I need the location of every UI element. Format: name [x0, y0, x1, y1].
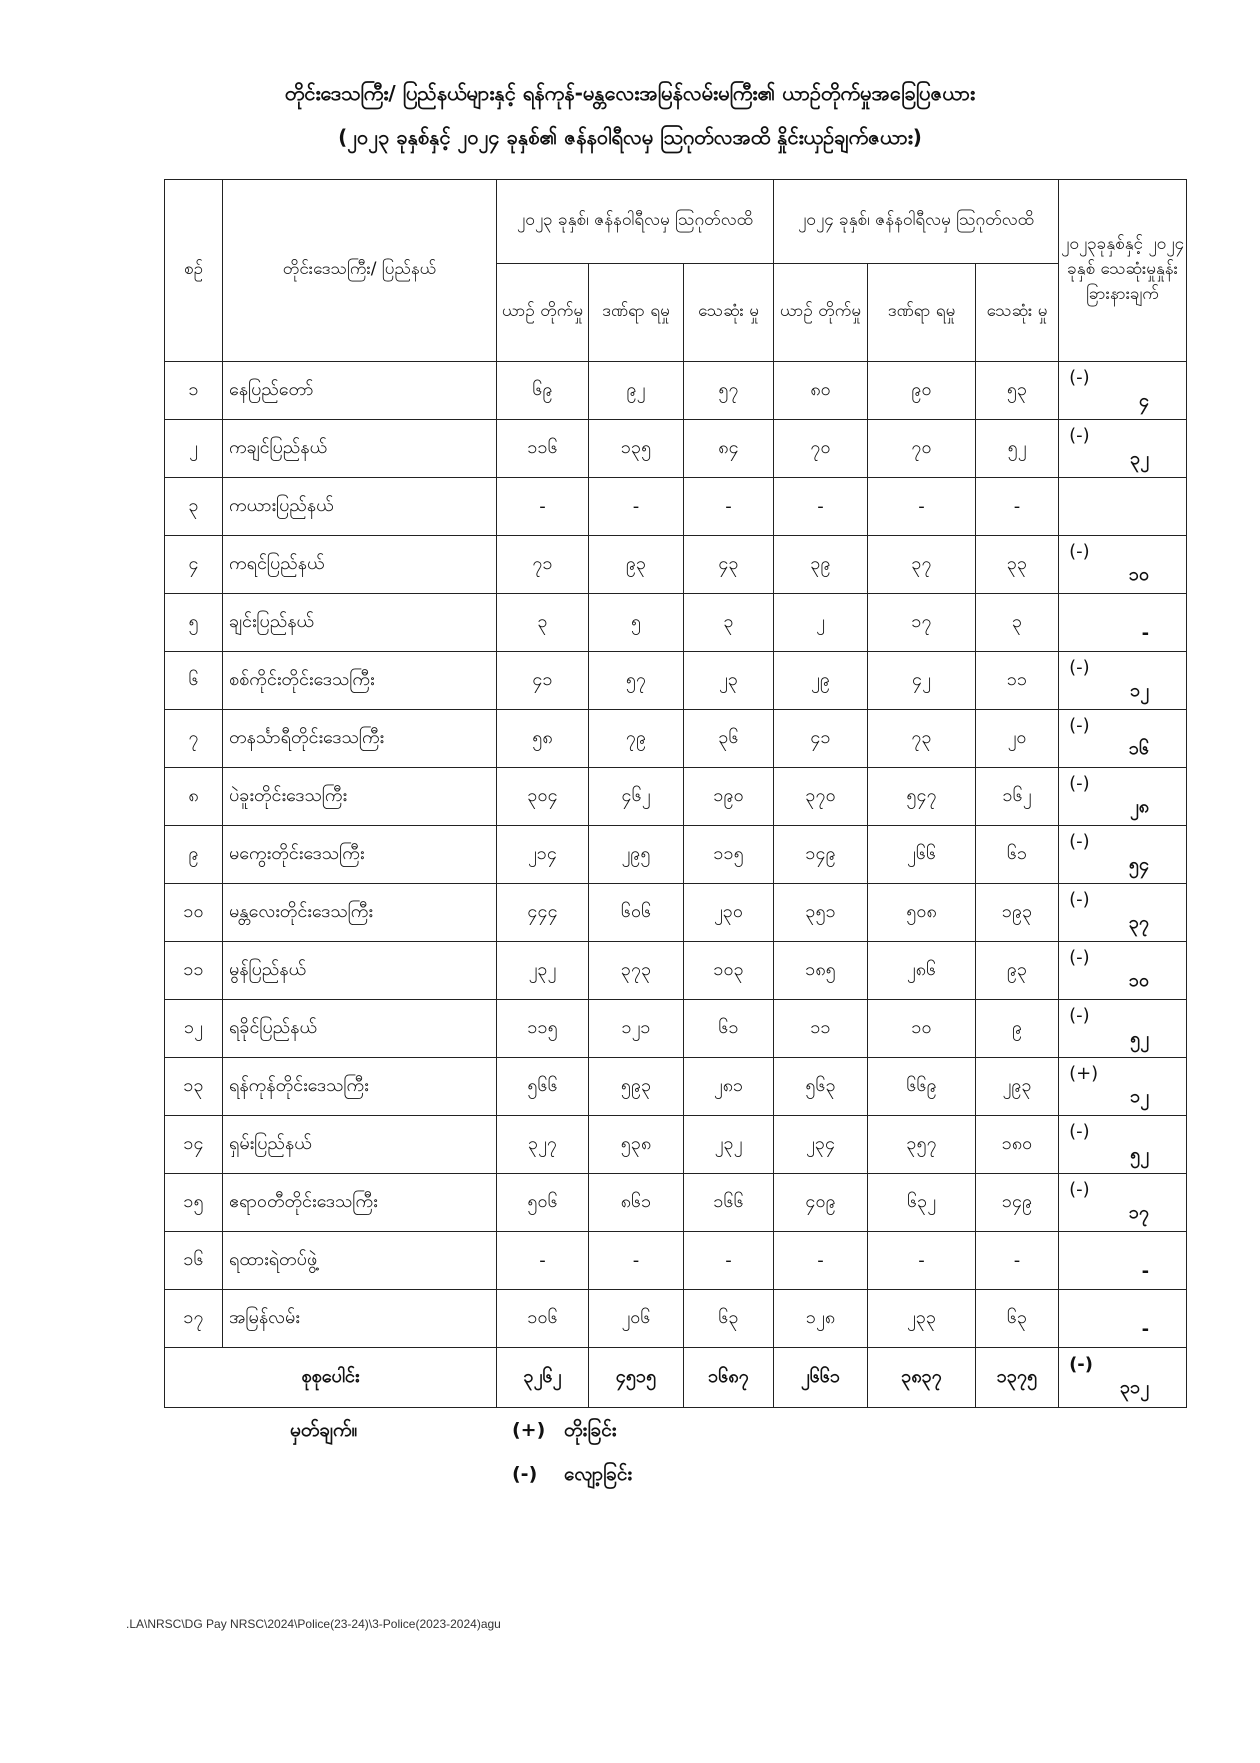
accidents-2023: ၆၉ — [497, 362, 589, 420]
table-row — [165, 826, 1187, 884]
injured-2023: ၃၇၃ — [589, 942, 684, 1000]
total-accidents-2024: ၂၆၆၁ — [774, 1348, 868, 1408]
note-plus-text: တိုးခြင်း — [564, 1419, 617, 1441]
table-row — [165, 652, 1187, 710]
difference-value: - — [1141, 1318, 1150, 1340]
serial-cell: ၆ — [165, 652, 223, 710]
header-deaths-2023: သေဆုံး မှု — [684, 264, 774, 362]
accidents-2024: ၈၀ — [774, 362, 868, 420]
deaths-2024: ၅၂ — [976, 420, 1059, 478]
death-rate-difference — [1059, 478, 1187, 536]
injured-2024: ၇၀ — [868, 420, 976, 478]
total-injured-2023: ၄၅၁၅ — [589, 1348, 684, 1408]
total-accidents-2023: ၃၂၆၂ — [497, 1348, 589, 1408]
serial-cell: ၇ — [165, 710, 223, 768]
deaths-2024: ၁၉၃ — [976, 884, 1059, 942]
serial-cell: ၁ — [165, 362, 223, 420]
region-name: မန္တလေးတိုင်းဒေသကြီး — [223, 884, 497, 942]
deaths-2023: ၆၃ — [684, 1290, 774, 1348]
difference-value: - — [1141, 622, 1150, 644]
header-deaths-2024: သေဆုံး မှု — [976, 264, 1059, 362]
note-minus-text: လျော့ခြင်း — [564, 1463, 633, 1485]
difference-sign: (-) — [1069, 772, 1090, 794]
injured-2024: - — [868, 1232, 976, 1290]
injured-2023: ၁၂၁ — [589, 1000, 684, 1058]
death-rate-difference — [1059, 1058, 1187, 1116]
serial-cell: ၉ — [165, 826, 223, 884]
deaths-2024: ၁၁ — [976, 652, 1059, 710]
injured-2024: ၁၇ — [868, 594, 976, 652]
serial-cell: ၃ — [165, 478, 223, 536]
note-increase — [512, 1418, 617, 1446]
deaths-2024: ၆၃ — [976, 1290, 1059, 1348]
difference-value: ၁၆ — [1128, 737, 1150, 759]
difference-value: ၅၂ — [1130, 1027, 1150, 1049]
difference-value: ၁၂ — [1130, 1085, 1150, 1107]
region-name: မွန်ပြည်နယ် — [223, 942, 497, 1000]
accidents-2023: ၂၃၂ — [497, 942, 589, 1000]
deaths-2024: ၁၈၀ — [976, 1116, 1059, 1174]
table-row — [165, 536, 1187, 594]
table-row — [165, 420, 1187, 478]
difference-value: ၃၂ — [1130, 447, 1150, 469]
injured-2023: ၂၀၆ — [589, 1290, 684, 1348]
injured-2023: ၅၉၃ — [589, 1058, 684, 1116]
accidents-2024: ၁၈၅ — [774, 942, 868, 1000]
header-comparison: ၂၀၂၃ခုနှစ်နှင့် ၂၀၂၄ ခုနှစ် သေဆုံးမှုနှုန်း ခြားနားချက် — [1059, 180, 1187, 362]
difference-value: ၁၀ — [1128, 563, 1150, 585]
injured-2024: ၆၃၂ — [868, 1174, 976, 1232]
death-rate-difference — [1059, 652, 1187, 710]
note-decrease — [512, 1462, 632, 1490]
notes-label: မှတ်ချက်။ — [290, 1419, 358, 1441]
serial-cell: ၁၇ — [165, 1290, 223, 1348]
death-rate-difference — [1059, 594, 1187, 652]
accidents-2024: - — [774, 478, 868, 536]
region-name: ပဲခူးတိုင်းဒေသကြီး — [223, 768, 497, 826]
serial-cell: ၁၄ — [165, 1116, 223, 1174]
difference-sign: (-) — [1069, 366, 1090, 388]
death-rate-difference — [1059, 420, 1187, 478]
table-row — [165, 942, 1187, 1000]
serial-cell: ၁၁ — [165, 942, 223, 1000]
injured-2023: ၇၉ — [589, 710, 684, 768]
deaths-2024: ၉ — [976, 1000, 1059, 1058]
difference-sign: (-) — [1069, 1004, 1090, 1026]
injured-2024: ၃၇ — [868, 536, 976, 594]
difference-value: ၃၇ — [1128, 911, 1150, 933]
deaths-2024: ၅၃ — [976, 362, 1059, 420]
injured-2023: ၅၇ — [589, 652, 684, 710]
header-serial: စဉ် — [165, 180, 223, 362]
injured-2024: ၂၃၃ — [868, 1290, 976, 1348]
table-row — [165, 1174, 1187, 1232]
total-difference — [1059, 1348, 1187, 1408]
note-minus-symbol: (-) — [512, 1463, 538, 1485]
accidents-2023: ၄၁ — [497, 652, 589, 710]
deaths-2023: ၆၁ — [684, 1000, 774, 1058]
accidents-2023: ၄၄၄ — [497, 884, 589, 942]
serial-cell: ၁၆ — [165, 1232, 223, 1290]
accidents-2024: ၃၇၀ — [774, 768, 868, 826]
injured-2024: ၁၀ — [868, 1000, 976, 1058]
accidents-2023: ၁၁၅ — [497, 1000, 589, 1058]
injured-2024: - — [868, 478, 976, 536]
accidents-2024: ၅၆၃ — [774, 1058, 868, 1116]
death-rate-difference — [1059, 1000, 1187, 1058]
accidents-2023: ၅၀၆ — [497, 1174, 589, 1232]
death-rate-difference — [1059, 1232, 1187, 1290]
accidents-2023: ၃၀၄ — [497, 768, 589, 826]
injured-2023: ၉၃ — [589, 536, 684, 594]
serial-cell: ၄ — [165, 536, 223, 594]
accidents-2023: ၂၁၄ — [497, 826, 589, 884]
region-name: ကရင်ပြည်နယ် — [223, 536, 497, 594]
injured-2023: ၅ — [589, 594, 684, 652]
deaths-2023: ၈၄ — [684, 420, 774, 478]
injured-2023: ၆၀၆ — [589, 884, 684, 942]
injured-2023: ၁၃၅ — [589, 420, 684, 478]
serial-cell: ၈ — [165, 768, 223, 826]
deaths-2023: - — [684, 1232, 774, 1290]
deaths-2024: ၁၄၉ — [976, 1174, 1059, 1232]
death-rate-difference — [1059, 942, 1187, 1000]
file-path-footer: .LA\NRSC\DG Pay NRSC\2024\Police(23-24)\3-Police(2023-2024)agu — [126, 1617, 501, 1631]
table-row — [165, 710, 1187, 768]
difference-value: ၁၂ — [1130, 679, 1150, 701]
deaths-2023: ၄၃ — [684, 536, 774, 594]
difference-value: - — [1141, 1260, 1150, 1282]
deaths-2023: ၂၃၂ — [684, 1116, 774, 1174]
injured-2024: ၄၂ — [868, 652, 976, 710]
death-rate-difference — [1059, 884, 1187, 942]
accidents-2024: ၁၁ — [774, 1000, 868, 1058]
table-row — [165, 1116, 1187, 1174]
region-name: ရခိုင်ပြည်နယ် — [223, 1000, 497, 1058]
table-row — [165, 594, 1187, 652]
accidents-2023: ၃ — [497, 594, 589, 652]
difference-sign: (-) — [1069, 1120, 1090, 1142]
total-diff-sign: (-) — [1069, 1353, 1093, 1375]
total-label: စုစုပေါင်း — [165, 1348, 497, 1408]
deaths-2023: ၁၉၀ — [684, 768, 774, 826]
note-plus-symbol: (+) — [512, 1419, 546, 1441]
deaths-2024: ၁၆၂ — [976, 768, 1059, 826]
accidents-2024: ၃၉ — [774, 536, 868, 594]
accidents-2024: - — [774, 1232, 868, 1290]
header-accidents-2024: ယာဉ် တိုက်မှု — [774, 264, 868, 362]
death-rate-difference — [1059, 826, 1187, 884]
accidents-2023: - — [497, 1232, 589, 1290]
region-name: ဧရာဝတီတိုင်းဒေသကြီး — [223, 1174, 497, 1232]
deaths-2023: ၃ — [684, 594, 774, 652]
table-row — [165, 1000, 1187, 1058]
difference-sign: (-) — [1069, 714, 1090, 736]
death-rate-difference — [1059, 768, 1187, 826]
death-rate-difference — [1059, 1116, 1187, 1174]
injured-2024: ၅၀၈ — [868, 884, 976, 942]
death-rate-difference — [1059, 1290, 1187, 1348]
header-period-2023: ၂၀၂၃ ခုနှစ်၊ ဇန်နဝါရီလမှ ဩဂုတ်လထိ — [497, 180, 774, 264]
deaths-2024: ၃၃ — [976, 536, 1059, 594]
accidents-2024: ၄၁ — [774, 710, 868, 768]
death-rate-difference — [1059, 710, 1187, 768]
accidents-2024: ၂၉ — [774, 652, 868, 710]
injured-2024: ၉၀ — [868, 362, 976, 420]
serial-cell: ၁၃ — [165, 1058, 223, 1116]
total-row — [165, 1348, 1187, 1408]
region-name: စစ်ကိုင်းတိုင်းဒေသကြီး — [223, 652, 497, 710]
difference-sign: (-) — [1069, 656, 1090, 678]
region-name: ရထားရဲတပ်ဖွဲ့ — [223, 1232, 497, 1290]
deaths-2024: - — [976, 1232, 1059, 1290]
total-deaths-2024: ၁၃၇၅ — [976, 1348, 1059, 1408]
difference-sign: (-) — [1069, 540, 1090, 562]
injured-2023: ၅၃၈ — [589, 1116, 684, 1174]
region-name: တနင်္သာရီတိုင်းဒေသကြီး — [223, 710, 497, 768]
injured-2024: ၇၃ — [868, 710, 976, 768]
death-rate-difference — [1059, 1174, 1187, 1232]
accidents-2023: ၅၈ — [497, 710, 589, 768]
difference-value: ၁၀ — [1128, 969, 1150, 991]
table-body — [165, 362, 1187, 1408]
deaths-2024: ၂၉၃ — [976, 1058, 1059, 1116]
death-rate-difference — [1059, 362, 1187, 420]
header-accidents-2023: ယာဉ် တိုက်မှု — [497, 264, 589, 362]
table-row — [165, 768, 1187, 826]
region-name: ကချင်ပြည်နယ် — [223, 420, 497, 478]
difference-sign: (+) — [1069, 1062, 1099, 1084]
region-name: ရှမ်းပြည်နယ် — [223, 1116, 497, 1174]
deaths-2023: ၅၇ — [684, 362, 774, 420]
accidents-2024: ၁၂၈ — [774, 1290, 868, 1348]
deaths-2024: ၆၁ — [976, 826, 1059, 884]
document-title: တိုင်းဒေသကြီး/ ပြည်နယ်များနှင့် ရန်ကုန်-မန္တလေးအမြန်လမ်းမကြီး၏ ယာဉ်တိုက်မှုအခြေပြဇယား — [284, 81, 976, 105]
accidents-2024: ၃၅၁ — [774, 884, 868, 942]
injured-2023: ၄၆၂ — [589, 768, 684, 826]
serial-cell: ၁၂ — [165, 1000, 223, 1058]
deaths-2023: ၂၈၁ — [684, 1058, 774, 1116]
accidents-2024: ၂၃၄ — [774, 1116, 868, 1174]
deaths-2024: - — [976, 478, 1059, 536]
injured-2023: - — [589, 1232, 684, 1290]
accidents-2023: ၃၂၇ — [497, 1116, 589, 1174]
region-name: ကယားပြည်နယ် — [223, 478, 497, 536]
death-rate-difference — [1059, 536, 1187, 594]
table-row — [165, 478, 1187, 536]
difference-value: ၁၇ — [1128, 1201, 1150, 1223]
region-name: နေပြည်တော် — [223, 362, 497, 420]
accidents-2023: ၁၁၆ — [497, 420, 589, 478]
accidents-2024: ၄၀၉ — [774, 1174, 868, 1232]
table-row — [165, 362, 1187, 420]
accidents-2024: ၁၄၉ — [774, 826, 868, 884]
injured-2023: ၂၉၅ — [589, 826, 684, 884]
region-name: မကွေးတိုင်းဒေသကြီး — [223, 826, 497, 884]
injured-2023: ၈၆၁ — [589, 1174, 684, 1232]
total-deaths-2023: ၁၆၈၇ — [684, 1348, 774, 1408]
header-injured-2023: ဒဏ်ရာ ရမှု — [589, 264, 684, 362]
region-name: အမြန်လမ်း — [223, 1290, 497, 1348]
difference-sign: (-) — [1069, 830, 1090, 852]
deaths-2023: ၂၃၀ — [684, 884, 774, 942]
accidents-2023: - — [497, 478, 589, 536]
total-diff-value: ၃၁၂ — [1119, 1376, 1150, 1398]
injured-2024: ၂၆၆ — [868, 826, 976, 884]
accidents-2023: ၅၆၆ — [497, 1058, 589, 1116]
difference-value: ၄ — [1138, 389, 1150, 411]
difference-sign: (-) — [1069, 946, 1090, 968]
injured-2024: ၂၈၆ — [868, 942, 976, 1000]
accident-comparison-table — [164, 179, 1187, 1408]
serial-cell: ၁၀ — [165, 884, 223, 942]
table-row — [165, 1058, 1187, 1116]
serial-cell: ၂ — [165, 420, 223, 478]
serial-cell: ၁၅ — [165, 1174, 223, 1232]
difference-value: ၅၄ — [1128, 853, 1150, 875]
deaths-2023: ၃၆ — [684, 710, 774, 768]
deaths-2024: ၉၃ — [976, 942, 1059, 1000]
region-name: ရန်ကုန်တိုင်းဒေသကြီး — [223, 1058, 497, 1116]
difference-value: ၅၂ — [1130, 1143, 1150, 1165]
deaths-2023: ၂၃ — [684, 652, 774, 710]
difference-sign: (-) — [1069, 424, 1090, 446]
accidents-2023: ၇၁ — [497, 536, 589, 594]
injured-2023: ၉၂ — [589, 362, 684, 420]
table-row — [165, 1232, 1187, 1290]
serial-cell: ၅ — [165, 594, 223, 652]
table-row — [165, 1290, 1187, 1348]
document-subtitle: (၂၀၂၃ ခုနှစ်နှင့် ၂၀၂၄ ခုနှစ်၏ ဇန်နဝါရီလမှ ဩဂုတ်လအထိ နှိုင်းယှဉ်ချက်ဇယား) — [338, 125, 922, 149]
accidents-2024: ၂ — [774, 594, 868, 652]
injured-2023: - — [589, 478, 684, 536]
accidents-2023: ၁၀၆ — [497, 1290, 589, 1348]
deaths-2023: - — [684, 478, 774, 536]
header-region: တိုင်းဒေသကြီး/ ပြည်နယ် — [223, 180, 497, 362]
injured-2024: ၅၄၇ — [868, 768, 976, 826]
deaths-2023: ၁၁၅ — [684, 826, 774, 884]
header-injured-2024: ဒဏ်ရာ ရမှု — [868, 264, 976, 362]
difference-sign: (-) — [1069, 1178, 1090, 1200]
table-row — [165, 884, 1187, 942]
injured-2024: ၃၅၇ — [868, 1116, 976, 1174]
header-period-2024: ၂၀၂၄ ခုနှစ်၊ ဇန်နဝါရီလမှ ဩဂုတ်လထိ — [774, 180, 1059, 264]
deaths-2024: ၂၀ — [976, 710, 1059, 768]
total-injured-2024: ၃၈၃၇ — [868, 1348, 976, 1408]
difference-sign: (-) — [1069, 888, 1090, 910]
difference-value: ၂၈ — [1129, 795, 1150, 817]
accidents-2024: ၇၀ — [774, 420, 868, 478]
injured-2024: ၆၆၉ — [868, 1058, 976, 1116]
deaths-2023: ၁၆၆ — [684, 1174, 774, 1232]
deaths-2024: ၃ — [976, 594, 1059, 652]
region-name: ချင်းပြည်နယ် — [223, 594, 497, 652]
deaths-2023: ၁၀၃ — [684, 942, 774, 1000]
